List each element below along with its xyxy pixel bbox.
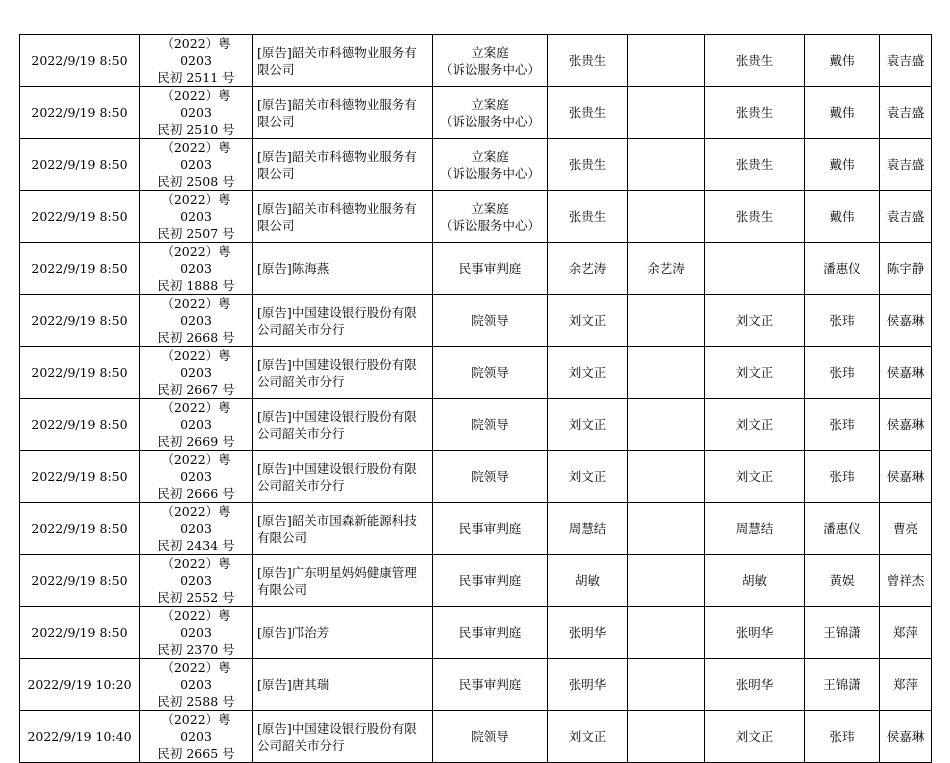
case-number-line1: （2022）粤 0203	[161, 556, 231, 588]
court-division-cell	[433, 451, 548, 503]
party-cell	[253, 555, 433, 607]
case-number-line2: 民初 2370 号	[157, 642, 235, 657]
case-number-cell	[140, 659, 253, 711]
judge-3-cell	[705, 295, 805, 347]
case-number-line2: 民初 2510 号	[157, 122, 235, 137]
assistant-cell	[805, 711, 880, 763]
court-division-line1: 院领导	[471, 469, 509, 484]
party-cell	[253, 503, 433, 555]
party-name: [原告]中国建设银行股份有限公司韶关市分行	[257, 460, 417, 493]
clerk-cell	[880, 35, 932, 87]
case-number-cell	[140, 139, 253, 191]
clerk: 侯嘉琳	[886, 729, 925, 744]
clerk: 袁吉盛	[886, 209, 925, 224]
table-row	[20, 191, 932, 243]
presiding-judge-cell	[548, 347, 628, 399]
hearing-time-cell	[20, 503, 140, 555]
clerk-cell	[880, 451, 932, 503]
table-row	[20, 607, 932, 659]
clerk-cell	[880, 555, 932, 607]
case-number-line2: 民初 2434 号	[157, 538, 235, 553]
assistant-cell	[805, 295, 880, 347]
table-row	[20, 451, 932, 503]
table-row	[20, 243, 932, 295]
court-division-cell	[433, 607, 548, 659]
clerk-cell	[880, 87, 932, 139]
clerk: 侯嘉琳	[886, 417, 925, 432]
party-name: [原告]韶关市科德物业服务有限公司	[257, 148, 417, 181]
hearing-time: 2022/9/19 8:50	[31, 625, 128, 640]
court-division-cell	[433, 139, 548, 191]
judge-2: 余艺涛	[647, 261, 685, 276]
assistant-cell	[805, 347, 880, 399]
hearing-time: 2022/9/19 8:50	[31, 573, 128, 588]
party-cell	[253, 607, 433, 659]
judge-3-cell	[705, 87, 805, 139]
court-division-cell	[433, 243, 548, 295]
party-cell	[253, 87, 433, 139]
hearing-time: 2022/9/19 8:50	[31, 53, 128, 68]
case-number-cell	[140, 87, 253, 139]
assistant: 戴伟	[829, 209, 855, 224]
assistant-cell	[805, 87, 880, 139]
judge-2-cell	[628, 87, 705, 139]
court-division-line1: 立案庭	[471, 200, 509, 216]
judge-2-cell	[628, 399, 705, 451]
assistant-cell	[805, 243, 880, 295]
clerk: 侯嘉琳	[886, 313, 925, 328]
hearing-time: 2022/9/19 8:50	[31, 105, 128, 120]
hearing-time-cell	[20, 451, 140, 503]
clerk: 侯嘉琳	[886, 469, 925, 484]
case-number-line1: （2022）粤 0203	[161, 608, 231, 640]
table-row	[20, 35, 932, 87]
court-division-cell	[433, 347, 548, 399]
party-name: [原告]韶关市科德物业服务有限公司	[257, 200, 417, 233]
court-division-cell	[433, 711, 548, 763]
clerk: 袁吉盛	[886, 157, 925, 172]
court-division-cell	[433, 35, 548, 87]
judge-2-cell	[628, 503, 705, 555]
assistant: 张玮	[829, 729, 855, 744]
hearing-time-cell	[20, 607, 140, 659]
party-name: [原告]中国建设银行股份有限公司韶关市分行	[257, 356, 417, 389]
table-body	[20, 35, 932, 763]
case-number-cell	[140, 503, 253, 555]
case-number-line1: （2022）粤 0203	[161, 660, 231, 692]
party-cell	[253, 191, 433, 243]
hearing-schedule-table	[19, 34, 932, 763]
hearing-time: 2022/9/19 10:40	[27, 729, 132, 744]
table-row	[20, 555, 932, 607]
judge-3-cell	[705, 607, 805, 659]
hearing-time: 2022/9/19 8:50	[31, 365, 128, 380]
hearing-time: 2022/9/19 10:20	[27, 677, 132, 692]
judge-3-cell	[705, 35, 805, 87]
clerk-cell	[880, 659, 932, 711]
hearing-time: 2022/9/19 8:50	[31, 313, 128, 328]
assistant: 戴伟	[829, 53, 855, 68]
party-cell	[253, 711, 433, 763]
hearing-time-cell	[20, 659, 140, 711]
presiding-judge: 刘文正	[568, 313, 607, 328]
court-division-line1: 民事审判庭	[458, 261, 522, 276]
case-number-line2: 民初 2508 号	[157, 174, 235, 189]
party-name: [原告]韶关市国森新能源科技有限公司	[257, 512, 417, 545]
court-division-line1: 立案庭	[471, 148, 509, 164]
assistant: 张玮	[829, 469, 855, 484]
presiding-judge: 张贵生	[568, 209, 607, 224]
hearing-time-cell	[20, 35, 140, 87]
judge-3-cell	[705, 243, 805, 295]
case-number-line2: 民初 2666 号	[157, 486, 235, 501]
case-number-line2: 民初 1888 号	[157, 278, 235, 293]
party-cell	[253, 295, 433, 347]
judge-3: 张明华	[735, 625, 774, 640]
case-number-line1: （2022）粤 0203	[161, 712, 231, 744]
case-number-cell	[140, 347, 253, 399]
presiding-judge-cell	[548, 295, 628, 347]
clerk-cell	[880, 607, 932, 659]
presiding-judge: 张贵生	[568, 105, 607, 120]
judge-3: 刘文正	[735, 417, 774, 432]
judge-3: 胡敏	[741, 573, 767, 588]
hearing-time: 2022/9/19 8:50	[31, 469, 128, 484]
assistant-cell	[805, 607, 880, 659]
table-row	[20, 399, 932, 451]
assistant-cell	[805, 555, 880, 607]
clerk: 陈宇静	[886, 261, 925, 276]
judge-3: 张明华	[735, 677, 774, 692]
assistant: 戴伟	[829, 157, 855, 172]
judge-3: 刘文正	[735, 365, 774, 380]
table-row	[20, 347, 932, 399]
judge-2-cell	[628, 607, 705, 659]
judge-3-cell	[705, 399, 805, 451]
court-division-line1: 民事审判庭	[458, 677, 522, 692]
case-number-line1: （2022）粤 0203	[161, 452, 231, 484]
judge-2-cell	[628, 555, 705, 607]
hearing-time: 2022/9/19 8:50	[31, 157, 128, 172]
assistant: 王锦潇	[823, 625, 861, 640]
case-number-line1: （2022）粤 0203	[161, 36, 231, 68]
judge-3-cell	[705, 555, 805, 607]
assistant-cell	[805, 399, 880, 451]
judge-2-cell	[628, 659, 705, 711]
party-name: [原告]中国建设银行股份有限公司韶关市分行	[257, 304, 417, 337]
party-cell	[253, 139, 433, 191]
case-number-line1: （2022）粤 0203	[161, 88, 231, 120]
case-number-line2: 民初 2668 号	[157, 330, 235, 345]
court-division-line1: 立案庭	[471, 96, 509, 112]
case-number-line2: 民初 2667 号	[157, 382, 235, 397]
court-division-line1: 院领导	[471, 729, 509, 744]
case-number-cell	[140, 607, 253, 659]
assistant-cell	[805, 191, 880, 243]
hearing-time: 2022/9/19 8:50	[31, 209, 128, 224]
assistant-cell	[805, 503, 880, 555]
clerk-cell	[880, 399, 932, 451]
judge-3: 张贵生	[735, 209, 774, 224]
court-division-cell	[433, 87, 548, 139]
party-cell	[253, 35, 433, 87]
presiding-judge: 张明华	[568, 677, 607, 692]
party-name: [原告]陈海燕	[257, 261, 330, 276]
presiding-judge: 周慧结	[568, 521, 607, 536]
judge-3-cell	[705, 139, 805, 191]
presiding-judge: 张贵生	[568, 157, 607, 172]
hearing-time-cell	[20, 399, 140, 451]
case-number-line2: 民初 2665 号	[157, 746, 235, 761]
table-row	[20, 295, 932, 347]
judge-2-cell	[628, 35, 705, 87]
court-division-cell	[433, 659, 548, 711]
court-division-line2: （诉讼服务中心）	[439, 113, 540, 129]
hearing-time-cell	[20, 191, 140, 243]
hearing-time-cell	[20, 555, 140, 607]
judge-2-cell	[628, 243, 705, 295]
assistant: 张玮	[829, 313, 855, 328]
party-cell	[253, 243, 433, 295]
presiding-judge: 胡敏	[574, 573, 600, 588]
judge-3-cell	[705, 503, 805, 555]
case-number-cell	[140, 399, 253, 451]
party-name: [原告]韶关市科德物业服务有限公司	[257, 96, 417, 129]
clerk-cell	[880, 711, 932, 763]
judge-3: 刘文正	[735, 729, 774, 744]
court-division-line1: 院领导	[471, 417, 509, 432]
assistant: 潘惠仪	[823, 261, 861, 276]
case-number-cell	[140, 711, 253, 763]
party-name: [原告]唐其瑞	[257, 677, 330, 692]
assistant: 黄娱	[829, 573, 855, 588]
assistant: 张玮	[829, 365, 855, 380]
party-cell	[253, 451, 433, 503]
presiding-judge-cell	[548, 243, 628, 295]
judge-3: 张贵生	[735, 157, 774, 172]
party-name: [原告]韶关市科德物业服务有限公司	[257, 44, 417, 77]
hearing-time-cell	[20, 711, 140, 763]
hearing-time-cell	[20, 139, 140, 191]
assistant-cell	[805, 35, 880, 87]
judge-3: 张贵生	[735, 53, 774, 68]
presiding-judge-cell	[548, 555, 628, 607]
presiding-judge-cell	[548, 607, 628, 659]
judge-2-cell	[628, 295, 705, 347]
court-division-line1: 立案庭	[471, 44, 509, 60]
presiding-judge-cell	[548, 503, 628, 555]
assistant: 潘惠仪	[823, 521, 861, 536]
assistant: 戴伟	[829, 105, 855, 120]
court-division-line1: 院领导	[471, 313, 509, 328]
table-row	[20, 659, 932, 711]
clerk-cell	[880, 139, 932, 191]
clerk-cell	[880, 503, 932, 555]
hearing-time-cell	[20, 87, 140, 139]
party-cell	[253, 347, 433, 399]
court-division-cell	[433, 555, 548, 607]
presiding-judge-cell	[548, 451, 628, 503]
presiding-judge: 刘文正	[568, 365, 607, 380]
case-number-line2: 民初 2507 号	[157, 226, 235, 241]
party-name: [原告]广东明星妈妈健康管理有限公司	[257, 564, 417, 597]
assistant-cell	[805, 451, 880, 503]
presiding-judge: 刘文正	[568, 417, 607, 432]
court-division-line2: （诉讼服务中心）	[439, 165, 540, 181]
judge-3-cell	[705, 659, 805, 711]
table-row	[20, 139, 932, 191]
judge-2-cell	[628, 347, 705, 399]
case-number-line2: 民初 2552 号	[157, 590, 235, 605]
judge-2-cell	[628, 451, 705, 503]
case-number-line1: （2022）粤 0203	[161, 192, 231, 224]
hearing-time: 2022/9/19 8:50	[31, 417, 128, 432]
judge-3: 刘文正	[735, 469, 774, 484]
judge-2-cell	[628, 711, 705, 763]
judge-3: 周慧结	[735, 521, 774, 536]
case-number-line1: （2022）粤 0203	[161, 244, 231, 276]
court-division-line2: （诉讼服务中心）	[439, 61, 540, 77]
court-division-cell	[433, 399, 548, 451]
clerk-cell	[880, 191, 932, 243]
court-division-cell	[433, 191, 548, 243]
party-name: [原告]邝治芳	[257, 625, 330, 640]
court-division-line2: （诉讼服务中心）	[439, 217, 540, 233]
clerk-cell	[880, 243, 932, 295]
judge-3-cell	[705, 347, 805, 399]
party-name: [原告]中国建设银行股份有限公司韶关市分行	[257, 720, 417, 753]
court-division-line1: 民事审判庭	[458, 521, 522, 536]
judge-2-cell	[628, 139, 705, 191]
clerk-cell	[880, 347, 932, 399]
table-row	[20, 87, 932, 139]
court-division-cell	[433, 503, 548, 555]
judge-3: 刘文正	[735, 313, 774, 328]
presiding-judge-cell	[548, 139, 628, 191]
court-division-line1: 民事审判庭	[458, 625, 522, 640]
presiding-judge: 余艺涛	[568, 261, 607, 276]
case-number-cell	[140, 35, 253, 87]
clerk: 曾祥杰	[886, 573, 925, 588]
presiding-judge: 刘文正	[568, 729, 607, 744]
clerk: 袁吉盛	[886, 105, 925, 120]
hearing-time: 2022/9/19 8:50	[31, 261, 128, 276]
case-number-cell	[140, 243, 253, 295]
presiding-judge-cell	[548, 87, 628, 139]
party-name: [原告]中国建设银行股份有限公司韶关市分行	[257, 408, 417, 441]
clerk: 侯嘉琳	[886, 365, 925, 380]
presiding-judge-cell	[548, 399, 628, 451]
court-division-line1: 院领导	[471, 365, 509, 380]
presiding-judge-cell	[548, 35, 628, 87]
case-number-line1: （2022）粤 0203	[161, 504, 231, 536]
clerk: 郑萍	[892, 625, 918, 640]
case-number-cell	[140, 295, 253, 347]
clerk: 袁吉盛	[886, 53, 925, 68]
hearing-time-cell	[20, 243, 140, 295]
table-row	[20, 711, 932, 763]
judge-3-cell	[705, 191, 805, 243]
judge-3: 张贵生	[735, 105, 774, 120]
judge-3-cell	[705, 711, 805, 763]
court-division-cell	[433, 295, 548, 347]
clerk: 郑萍	[892, 677, 918, 692]
case-number-line2: 民初 2669 号	[157, 434, 235, 449]
case-number-line1: （2022）粤 0203	[161, 140, 231, 172]
case-number-cell	[140, 555, 253, 607]
assistant-cell	[805, 139, 880, 191]
presiding-judge: 张贵生	[568, 53, 607, 68]
party-cell	[253, 659, 433, 711]
case-number-cell	[140, 191, 253, 243]
presiding-judge: 张明华	[568, 625, 607, 640]
hearing-time: 2022/9/19 8:50	[31, 521, 128, 536]
assistant: 张玮	[829, 417, 855, 432]
case-number-cell	[140, 451, 253, 503]
judge-2-cell	[628, 191, 705, 243]
court-division-line1: 民事审判庭	[458, 573, 522, 588]
case-number-line2: 民初 2588 号	[157, 694, 235, 709]
clerk-cell	[880, 295, 932, 347]
case-number-line2: 民初 2511 号	[157, 70, 235, 85]
case-number-line1: （2022）粤 0203	[161, 296, 231, 328]
clerk: 曹亮	[892, 521, 918, 536]
hearing-time-cell	[20, 295, 140, 347]
case-number-line1: （2022）粤 0203	[161, 400, 231, 432]
hearing-time-cell	[20, 347, 140, 399]
presiding-judge: 刘文正	[568, 469, 607, 484]
assistant-cell	[805, 659, 880, 711]
party-cell	[253, 399, 433, 451]
presiding-judge-cell	[548, 191, 628, 243]
presiding-judge-cell	[548, 659, 628, 711]
presiding-judge-cell	[548, 711, 628, 763]
table-row	[20, 503, 932, 555]
judge-3-cell	[705, 451, 805, 503]
assistant: 王锦潇	[823, 677, 861, 692]
case-number-line1: （2022）粤 0203	[161, 348, 231, 380]
